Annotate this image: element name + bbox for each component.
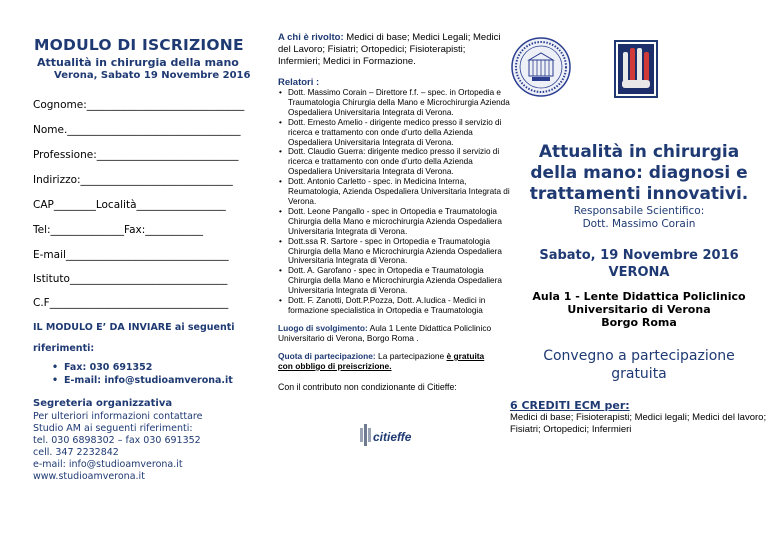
venue-text: Aula 1 Lente Didattica Policlinico Universitario di Verona, Borgo Roma . [278, 323, 492, 343]
event-venue [510, 290, 768, 329]
list-item: • Dott. F. Zanotti, Dott.P.Pozza, Dott. A.Iudica - Medici in formazione specialistica in Ortopedia e Traumatologia [278, 296, 510, 316]
event-title [510, 142, 768, 205]
segreteria-line[interactable]: e-mail: info@studioamverona.it [33, 459, 183, 470]
event-city: VERONA [608, 265, 670, 280]
list-item: • Dott. Ernesto Amelio - dirigente medico presso il servizio di ricerca e trattamento con onde d’urto della Azienda Ospedaliera Universitaria Integrata di Verona. [278, 118, 510, 148]
event-title-line: trattamenti innovativi. [529, 184, 749, 204]
list-item: • Dott. A. Garofano - spec in Ortopedia e Traumatologia Chirurgia della Mano e Microchirurgia Azienda Ospedaliera Universitaria Integrata di Verona. [278, 266, 510, 296]
segreteria-line: cell. 347 2232842 [33, 447, 119, 458]
relatori-list [278, 88, 510, 316]
university-seal-icon [510, 36, 572, 98]
free-event-line: gratuita [611, 366, 667, 382]
fee-label: Quota di partecipazione: [278, 351, 376, 361]
fee-text: La partecipazione [375, 351, 447, 361]
citieffe-wordmark: citieffe [373, 430, 412, 444]
field-email[interactable]: E-mail_______________________________ [33, 249, 229, 261]
field-professione[interactable]: Professione:___________________________ [33, 149, 239, 161]
relatori-heading: Relatori : [278, 77, 320, 88]
event-title-line: Attualità in chirurgia [538, 142, 740, 162]
free-event-banner [510, 347, 768, 383]
list-item: • Dott.ssa R. Sartore - spec in Ortopedia e Traumatologia Chirurgia della Mano e Microchirurgia Azienda Ospedaliera Universitaria Integrata di Verona. [278, 237, 510, 267]
send-notice-continued: riferimenti: [33, 343, 95, 354]
form-title: MODULO DI ISCRIZIONE [34, 36, 244, 54]
list-item: • Dott. Leone Pangallo - spec in Ortopedia e Traumatologia Chirurgia della Mano e microchirurgia Azienda Ospedaliera Universitaria Integrata di Verona. [278, 207, 510, 237]
event-venue-line: Universitario di Verona [567, 303, 711, 316]
contact-email[interactable]: • E-mail: info@studioamverona.it [52, 374, 233, 387]
segreteria-line: Per ulteriori informazioni contattare [33, 411, 203, 422]
scientific-responsible-label: Responsabile Scientifico: [573, 205, 705, 217]
free-event-line: Convegno a partecipazione [543, 348, 735, 364]
fee [278, 351, 510, 371]
event-venue-line: Borgo Roma [601, 316, 677, 329]
segreteria-title: Segreteria organizzativa [33, 398, 173, 409]
send-notice: IL MODULO E’ DA INVIARE ai seguenti [33, 322, 235, 333]
scientific-responsible-name: Dott. Massimo Corain [582, 218, 696, 230]
list-item: • Dott. Claudio Guerra: dirigente medico presso il servizio di ricerca e trattamento con onde d’urto della Azienda Ospedaliera Universitaria Integrata di Verona. [278, 147, 510, 177]
segreteria-line: Studio AM ai seguenti riferimenti: [33, 423, 193, 434]
venue-label: Luogo di svolgimento: [278, 323, 368, 333]
field-indirizzo[interactable]: Indirizzo:_____________________________ [33, 174, 233, 186]
form-subtitle: Attualità in chirurgia della mano [37, 56, 239, 69]
citieffe-logo [354, 416, 416, 456]
list-item: • Dott. Antonio Carletto - spec. in Medicina Interna, Reumatologia, Azienda Ospedaliera Universitaria Integrata di Verona. [278, 177, 510, 207]
fee-free: è gratuita [446, 351, 485, 361]
info-panel [258, 0, 510, 543]
ecm-credits-title: 6 CREDITI ECM per: [510, 399, 630, 412]
registration-form-panel [0, 0, 258, 543]
cover-panel [510, 0, 768, 543]
list-item: • Dott. Massimo Corain – Direttore f.f. – spec. in Ortopedia e Traumatologia Chirurgia della Mano e Microchirurgia Azienda Ospedaliera Universitaria Integrata di Verona. [278, 88, 510, 118]
segreteria-line[interactable]: www.studioamverona.it [33, 471, 145, 482]
field-cap-localita[interactable]: CAP________Località_________________ [33, 199, 226, 211]
target-audience-label: A chi è rivolto: [278, 32, 344, 43]
scientific-responsible [510, 205, 768, 231]
event-date-line: Sabato, 19 Novembre 2016 [539, 248, 739, 263]
segreteria-info [33, 411, 202, 483]
segreteria-line: tel. 030 6898302 – fax 030 691352 [33, 435, 201, 446]
field-cf[interactable]: C.F__________________________________ [33, 297, 229, 309]
field-cognome[interactable]: Cognome:______________________________ [33, 99, 245, 111]
hand-surgery-logo-icon [614, 40, 658, 98]
venue [278, 323, 510, 343]
contact-list [52, 361, 233, 387]
field-nome[interactable]: Nome._________________________________ [33, 124, 241, 136]
field-tel-fax[interactable]: Tel:______________Fax:___________ [33, 224, 204, 236]
target-audience-text: Medici di base; Medici Legali; Medici del Lavoro; Fisiatri; Ortopedici; Fisioterapisti; Infermieri; Medici in Formazione. [278, 32, 501, 67]
target-audience [278, 32, 510, 68]
event-venue-line: Aula 1 - Lente Didattica Policlinico [532, 290, 746, 303]
event-title-line: della mano: diagnosi e [530, 163, 748, 183]
field-istituto[interactable]: Istituto______________________________ [33, 273, 228, 285]
form-date: Verona, Sabato 19 Novembre 2016 [54, 70, 251, 81]
contact-fax: • Fax: 030 691352 [52, 361, 233, 374]
ecm-credits-audience: Medici di base; Fisioterapisti; Medici legali; Medici del lavoro; Fisiatri; Ortopedici; Infermieri [510, 412, 767, 435]
sponsor-note: Con il contributo non condizionante di Citieffe: [278, 382, 457, 392]
fee-preregistration: con obbligo di preiscrizione. [278, 361, 392, 371]
event-date [510, 247, 768, 281]
